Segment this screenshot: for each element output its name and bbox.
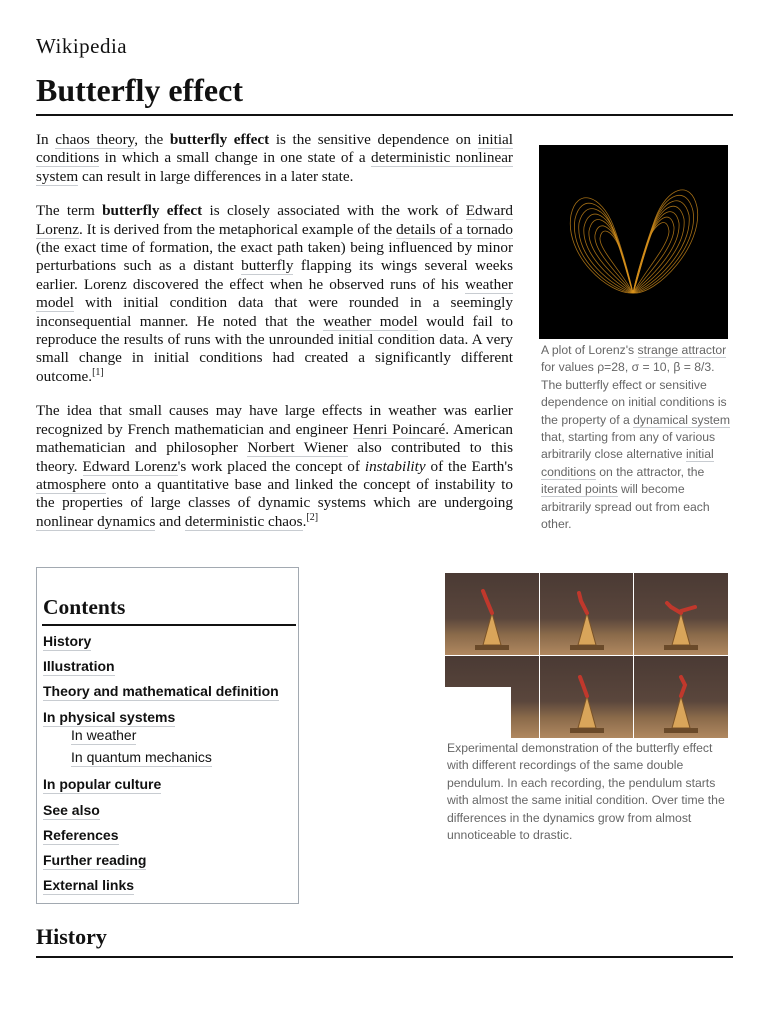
figure2-caption: Experimental demonstration of the butterfly effect with different recordings of the same double pendulum. In each recording, the pendulum starts with almost the same initial condition. Over time the differences in the dynamics grow from almost unnoticeable to drastic. xyxy=(447,741,725,843)
toc-item-in-weather[interactable]: In weather xyxy=(71,727,137,743)
wikipedia-logo[interactable] xyxy=(36,34,127,59)
toc-divider xyxy=(42,624,296,626)
toc-item-references[interactable]: References xyxy=(43,827,119,843)
toc-item-quantum-mechanics[interactable]: In quantum mechanics xyxy=(71,749,212,765)
link-details-of-a-tornado[interactable]: details of a tornado xyxy=(396,220,513,238)
ref-1[interactable]: [1] xyxy=(92,366,104,378)
section-divider xyxy=(36,956,733,958)
link-dynamical-system[interactable]: dynamical system xyxy=(633,412,730,427)
toc-item-see-also[interactable]: See also xyxy=(43,802,100,818)
toc-title: Contents xyxy=(43,595,126,619)
paragraph-term: The term butterfly effect is closely associated with the work of Edward Lorenz. It is derived from the metaphorical example of the details of a tornado (the exact time of formation, the exact path taken) being influenced by minor perturbations such as a distant butterfly flapping its wings several weeks earlier. Lorenz discovered the effect when he observed runs of his weather model with initial condition data that were rounded in a seemingly inconsequential manner. He noted that the weather model would fail to reproduce the results of runs with the unrounded initial condition data. A very small change in initial conditions had created a significantly different outcome.[1] xyxy=(36,202,513,385)
link-butterfly[interactable]: butterfly xyxy=(241,257,294,275)
page-title: Butterfly effect xyxy=(36,72,243,108)
link-chaos-theory[interactable]: chaos theory xyxy=(55,131,135,148)
paragraph-intro: In chaos theory, the butterfly effect is the sensitive dependence on initial conditions in which a small change in one state of a deterministic nonlinear system can result in large differences in a later state. xyxy=(36,131,513,185)
article-body xyxy=(36,131,513,547)
ref-2[interactable]: [2] xyxy=(306,511,319,523)
title-divider xyxy=(36,114,733,116)
link-initial-conditions[interactable]: initial conditions xyxy=(36,131,513,167)
bold-term: butterfly effect xyxy=(102,202,203,220)
link-norbert-wiener[interactable]: Norbert Wiener xyxy=(247,439,348,457)
logo-text: Wikipedia xyxy=(36,34,128,58)
link-edward-lorenz-2[interactable]: Edward Lorenz xyxy=(82,457,178,475)
link-henri-poincare[interactable]: Henri Poincaré xyxy=(352,420,446,438)
table-of-contents xyxy=(36,567,299,904)
toc-item-popular-culture[interactable]: In popular culture xyxy=(43,776,162,792)
toc-item-illustration[interactable]: Illustration xyxy=(43,658,115,674)
figure1-caption: A plot of Lorenz's strange attractor for values ρ=28, σ = 10, β = 8/3. The butterfly effect or sensitive dependence on initial conditions is the property of a dynamical system that, starting from any of various arbitrarily close alternative initial conditions on the attractor, the iterated points will become arbitrarily spread out from each other. xyxy=(541,343,730,532)
link-deterministic-chaos[interactable]: deterministic chaos xyxy=(184,512,303,530)
toc-item-history[interactable]: History xyxy=(43,633,92,649)
toc-item-physical-systems[interactable]: In physical systems xyxy=(43,709,176,725)
link-atmosphere[interactable]: atmosphere xyxy=(36,475,107,493)
link-iterated-points[interactable]: iterated points xyxy=(541,482,618,497)
link-initial-conditions-caption[interactable]: initial conditions xyxy=(541,447,714,479)
double-pendulum-grid xyxy=(445,573,728,738)
bold-term: butterfly effect xyxy=(169,131,270,148)
link-deterministic-nonlinear-system[interactable]: deterministic nonlinear system xyxy=(36,149,513,185)
link-edward-lorenz[interactable]: Edward Lorenz xyxy=(36,202,513,238)
toc-item-external-links[interactable]: External links xyxy=(43,877,135,893)
link-weather-model-2[interactable]: weather model xyxy=(323,312,418,330)
lorenz-attractor-plot xyxy=(539,145,728,339)
link-strange-attractor[interactable]: strange attractor xyxy=(637,343,727,357)
toc-item-further-reading[interactable]: Further reading xyxy=(43,852,147,868)
double-pendulum-image[interactable] xyxy=(445,573,728,738)
lorenz-attractor-image[interactable] xyxy=(539,145,728,339)
link-weather-model[interactable]: weather model xyxy=(36,275,513,312)
toc-item-theory[interactable]: Theory and mathematical definition xyxy=(43,683,279,699)
link-nonlinear-dynamics[interactable]: nonlinear dynamics xyxy=(36,512,156,530)
section-title-history: History xyxy=(36,924,107,949)
paragraph-history-idea: The idea that small causes may have large effects in weather was earlier recognized by French mathematician and engineer Henri Poincaré. American mathematician and philosopher Norbert Wiener also contributed to this theory. Edward Lorenz's work placed the concept of instability of the Earth's atmosphere onto a quantitative base and linked the concept of instability to the properties of large classes of dynamic systems which are undergoing nonlinear dynamics and deterministic chaos.[2] xyxy=(36,402,514,530)
